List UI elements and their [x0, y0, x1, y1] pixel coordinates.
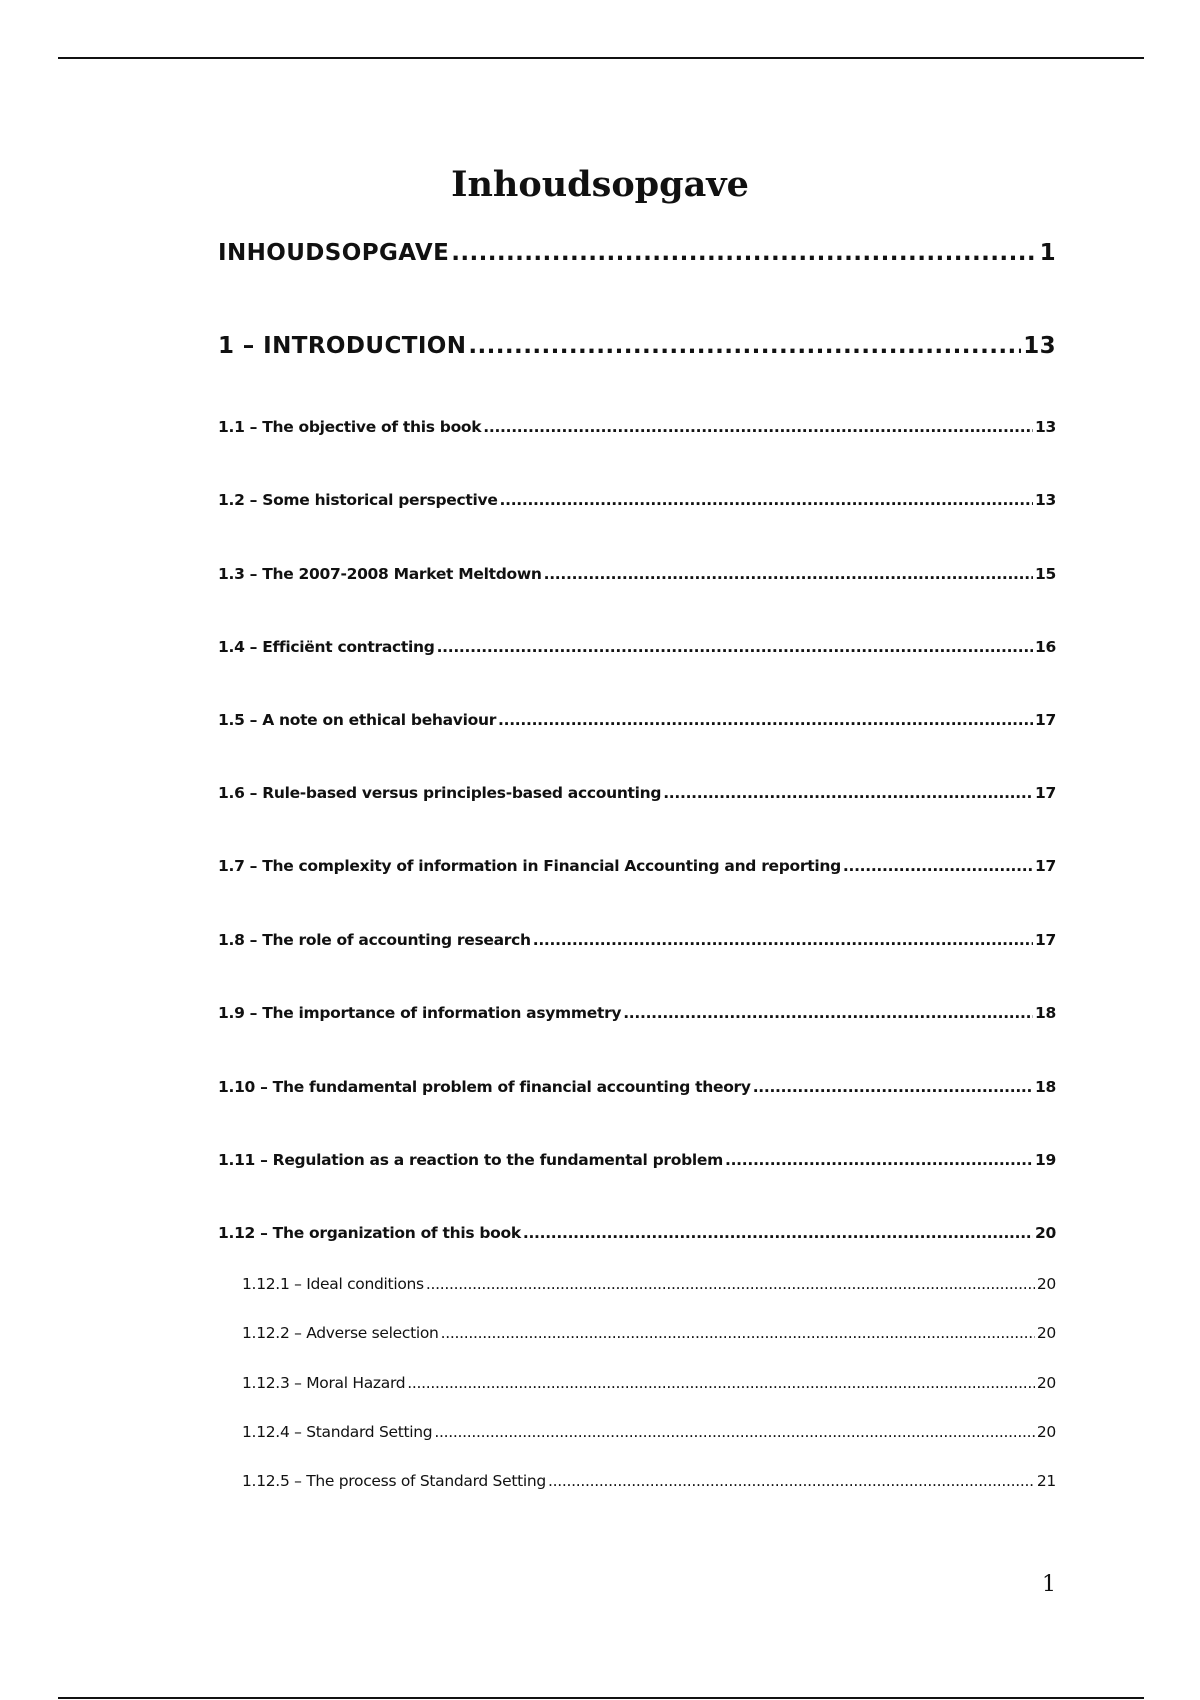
toc-entry-label: 1.8 – The role of accounting research	[218, 931, 531, 949]
dot-leader	[753, 1078, 1033, 1096]
toc-entry-label: 1.2 – Some historical perspective	[218, 491, 498, 509]
toc-entry[interactable]	[242, 1324, 1056, 1342]
toc-entry-label: 1.12.4 – Standard Setting	[242, 1423, 433, 1441]
dot-leader	[441, 1324, 1035, 1342]
toc-entry[interactable]	[218, 333, 1056, 359]
toc-entry-label: 1.9 – The importance of information asymmetry	[218, 1004, 622, 1022]
toc-entry-page: 1	[1039, 240, 1056, 266]
toc-entry[interactable]	[242, 1423, 1056, 1441]
dot-leader	[663, 784, 1033, 802]
toc-entry[interactable]	[242, 1275, 1056, 1293]
toc-entry-page: 20	[1036, 1275, 1056, 1293]
toc-entry-page: 18	[1035, 1078, 1056, 1096]
toc-entry[interactable]	[218, 931, 1056, 949]
toc-entry-page: 18	[1035, 1004, 1056, 1022]
toc-entry[interactable]	[218, 1151, 1056, 1169]
toc-entry[interactable]	[218, 1078, 1056, 1096]
toc-entry[interactable]	[218, 711, 1056, 729]
toc-entry-label: 1.12.2 – Adverse selection	[242, 1324, 439, 1342]
dot-leader	[498, 711, 1033, 729]
toc-entry-label: 1.11 – Regulation as a reaction to the fundamental problem	[218, 1151, 723, 1169]
toc-entry-page: 15	[1035, 565, 1056, 583]
toc-entry-label: 1.12.5 – The process of Standard Setting	[242, 1472, 546, 1490]
toc-entry-label: 1.12.1 – Ideal conditions	[242, 1275, 424, 1293]
dot-leader	[451, 240, 1037, 266]
dot-leader	[500, 491, 1033, 509]
toc-entry-page: 20	[1036, 1324, 1056, 1342]
dot-leader	[843, 857, 1033, 875]
toc-entry-label: 1.5 – A note on ethical behaviour	[218, 711, 497, 729]
toc-entry[interactable]	[218, 784, 1056, 802]
dot-leader	[544, 565, 1033, 583]
dot-leader	[437, 638, 1033, 656]
toc-entry-page: 17	[1035, 784, 1056, 802]
toc-entry[interactable]	[218, 638, 1056, 656]
header-rule	[58, 57, 1144, 59]
toc-entry-page: 20	[1036, 1374, 1056, 1392]
dot-leader	[434, 1423, 1035, 1441]
toc-entry-label: 1.7 – The complexity of information in Financial Accounting and reporting	[218, 857, 841, 875]
dot-leader	[468, 333, 1021, 359]
toc-entry-label: 1.3 – The 2007-2008 Market Meltdown	[218, 565, 542, 583]
toc-entry-label: 1.1 – The objective of this book	[218, 418, 482, 436]
toc-entry[interactable]	[218, 240, 1056, 266]
toc-entry-page: 16	[1035, 638, 1056, 656]
toc-entry-page: 17	[1035, 857, 1056, 875]
toc-entry-label: 1.6 – Rule-based versus principles-based accounting	[218, 784, 662, 802]
toc-entry-label: 1.12 – The organization of this book	[218, 1224, 521, 1242]
toc-entry-label: 1.4 – Efficiënt contracting	[218, 638, 435, 656]
dot-leader	[725, 1151, 1033, 1169]
page-number: 1	[1042, 1572, 1056, 1597]
toc-entry[interactable]	[242, 1374, 1056, 1392]
dot-leader	[533, 931, 1033, 949]
toc-entry-page: 20	[1036, 1423, 1056, 1441]
toc-entry-label: 1.10 – The fundamental problem of financial accounting theory	[218, 1078, 751, 1096]
toc-entry[interactable]	[218, 565, 1056, 583]
toc-entry[interactable]	[218, 1224, 1056, 1242]
dot-leader	[523, 1224, 1033, 1242]
toc-entry[interactable]	[218, 418, 1056, 436]
toc-entry-page: 13	[1035, 491, 1056, 509]
toc-entry-page: 17	[1035, 711, 1056, 729]
dot-leader	[483, 418, 1033, 436]
toc-entry-page: 19	[1035, 1151, 1056, 1169]
toc-entry-page: 17	[1035, 931, 1056, 949]
toc-entry-page: 13	[1023, 333, 1056, 359]
toc-entry-label: 1 – INTRODUCTION	[218, 333, 467, 359]
footer-rule	[58, 1697, 1144, 1699]
toc-entry[interactable]	[218, 857, 1056, 875]
toc-entry-page: 13	[1035, 418, 1056, 436]
toc-entry[interactable]	[242, 1472, 1056, 1490]
toc-entry-label: INHOUDSOPGAVE	[218, 240, 450, 266]
dot-leader	[426, 1275, 1035, 1293]
dot-leader	[548, 1472, 1035, 1490]
toc-entry[interactable]	[218, 1004, 1056, 1022]
page-title: Inhoudsopgave	[451, 164, 749, 205]
toc-entry[interactable]	[218, 491, 1056, 509]
toc-entry-page: 20	[1035, 1224, 1056, 1242]
toc-entry-label: 1.12.3 – Moral Hazard	[242, 1374, 406, 1392]
dot-leader	[623, 1004, 1033, 1022]
dot-leader	[407, 1374, 1035, 1392]
toc-entry-page: 21	[1036, 1472, 1056, 1490]
